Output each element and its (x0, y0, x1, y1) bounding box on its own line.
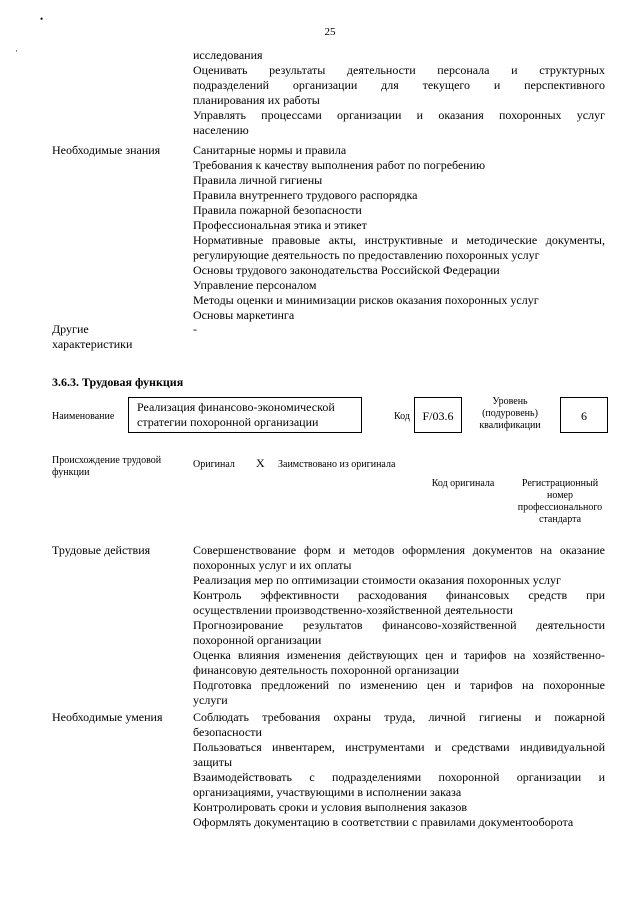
text-line: Оценивать результаты деятельности персонала и структурных (193, 63, 605, 77)
knowledge-item: Санитарные нормы и правила (193, 143, 347, 157)
label-line: (подуровень) (482, 408, 538, 419)
action-line: Оценка влияния изменения действующих цен и тарифов на хозяйственно- (193, 648, 605, 662)
text-line: Управлять процессами организации и оказания похоронных услуг (193, 108, 605, 122)
knowledge-item: Методы оценки и минимизации рисков оказания похоронных услуг (193, 293, 539, 307)
knowledge-item: Правила внутреннего трудового распорядка (193, 188, 418, 202)
label-line: стандарта (538, 514, 582, 525)
knowledge-item: Нормативные правовые акты, инструктивные и методические документы, (193, 233, 605, 247)
action-line: Совершенствование форм и методов оформления документов на оказание (193, 543, 605, 557)
text-line: подразделений организации для текущего и перспективного (193, 78, 605, 92)
label-line: номер (547, 490, 573, 501)
scan-mark: · (15, 46, 18, 56)
skill-line: организациями, участвующими в исполнении заказа (193, 785, 462, 799)
skill-line: защиты (193, 755, 233, 769)
level-label (470, 396, 550, 432)
code-label: Код (394, 411, 410, 422)
knowledge-item: Основы трудового законодательства Российской Федерации (193, 263, 500, 277)
original-code-label: Код оригинала (431, 478, 495, 489)
skill-line: Оформлять документацию в соответствии с правилами документооборота (193, 815, 574, 829)
actions-label: Трудовые действия (52, 543, 151, 557)
label-line: функции (52, 467, 90, 478)
skill-line: Взаимодействовать с подразделениями похоронной организации и (193, 770, 605, 784)
skill-line: безопасности (193, 725, 262, 739)
knowledge-item: Правила личной гигиены (193, 173, 323, 187)
origin-label (52, 455, 182, 479)
function-name-line: Реализация финансово-экономической (137, 400, 335, 414)
action-line: Контроль эффективности расходования финансовых средств при (193, 588, 605, 602)
action-line: услуги (193, 693, 228, 707)
text-line: планирования их работы (193, 93, 320, 107)
skills-list (193, 710, 605, 830)
action-line: Реализация мер по оптимизации стоимости оказания похоронных услуг (193, 573, 561, 587)
label-line: Другие (52, 322, 89, 336)
action-line: похоронной организации (193, 633, 322, 647)
label-line: Происхождение трудовой (52, 455, 162, 466)
section-title: 3.6.3. Трудовая функция (52, 375, 184, 389)
label-line: Уровень (492, 396, 528, 407)
function-name-line: стратегии похоронной организации (137, 415, 319, 429)
original-checkbox-mark: X (256, 456, 265, 470)
other-characteristics-label (52, 322, 132, 352)
text-line: населению (193, 123, 249, 137)
knowledge-item: Основы маркетинга (193, 308, 295, 322)
knowledge-item: Правила пожарной безопасности (193, 203, 362, 217)
actions-list (193, 543, 605, 708)
label-line: характеристики (52, 337, 133, 351)
name-label: Наименование (52, 411, 115, 422)
original-label: Оригинал (193, 459, 235, 470)
action-line: финансовую деятельность похоронной организации (193, 663, 460, 677)
level-value-box: 6 (560, 397, 608, 433)
skill-line: Пользоваться инвентарем, инструментами и средствами индивидуальной (193, 740, 605, 754)
skills-label: Необходимые умения (52, 710, 163, 724)
skill-line: Контролировать сроки и условия выполнения заказов (193, 800, 468, 814)
knowledge-list (193, 143, 605, 323)
label-line: Регистрационный (521, 478, 599, 489)
borrowed-label: Заимствовано из оригинала (278, 459, 396, 470)
knowledge-label: Необходимые знания (52, 143, 161, 157)
skill-line: Соблюдать требования охраны труда, личной гигиены и пожарной (193, 710, 605, 724)
action-line: осуществлении производственно-хозяйственной деятельности (193, 603, 513, 617)
page-number: 25 (324, 26, 336, 38)
function-name-box (128, 397, 362, 433)
label-line: квалификации (479, 420, 541, 431)
action-line: Прогнозирование результатов финансово-хозяйственной деятельности (193, 618, 605, 632)
text-line: исследования (193, 48, 263, 62)
continued-skills-block (193, 48, 605, 138)
action-line: похоронных услуг и их оплаты (193, 558, 352, 572)
knowledge-item: Управление персоналом (193, 278, 317, 292)
scan-mark: • (40, 14, 44, 24)
action-line: Подготовка предложений по изменению цен и тарифов на похоронные (193, 678, 605, 692)
knowledge-item: Требования к качеству выполнения работ по погребению (193, 158, 486, 172)
label-line: профессионального (517, 502, 603, 513)
other-characteristics-value: - (193, 322, 197, 336)
registration-number-label (512, 478, 608, 526)
code-value-box: F/03.6 (414, 397, 462, 433)
knowledge-item: Профессиональная этика и этикет (193, 218, 367, 232)
knowledge-item: регулирующие деятельность по предоставлению похоронных услуг (193, 248, 540, 262)
